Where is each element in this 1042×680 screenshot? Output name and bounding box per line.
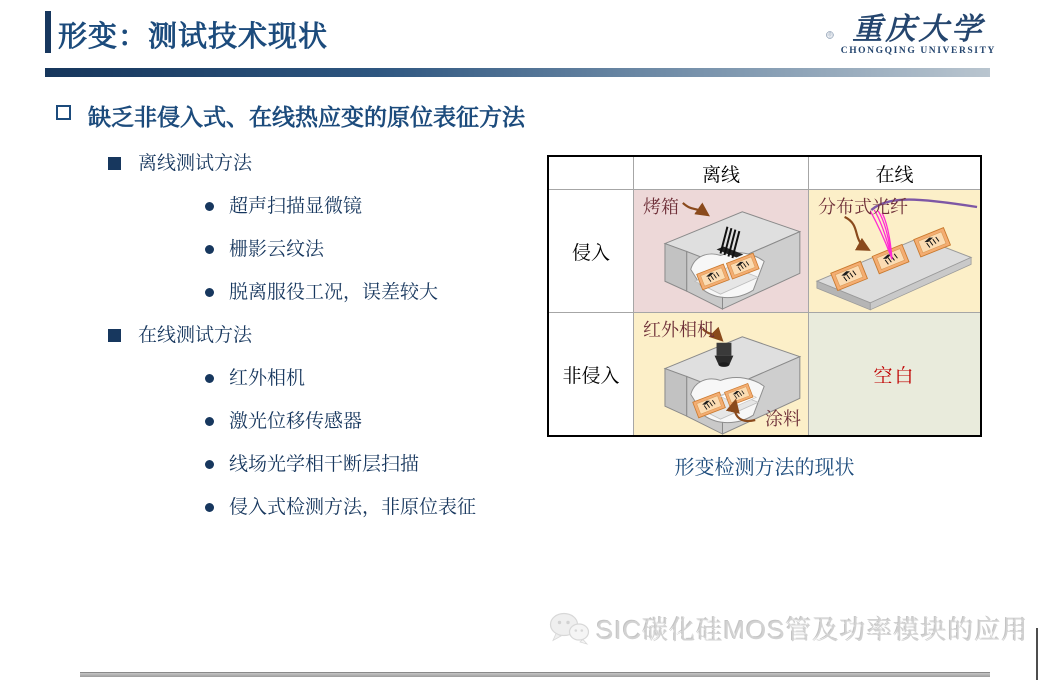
table-caption: 形变检测方法的现状 xyxy=(674,457,855,479)
list-item-label: 离线测试方法 xyxy=(138,153,253,174)
dot-bullet-icon xyxy=(205,503,214,512)
dot-bullet-icon xyxy=(205,202,214,211)
matrix-corner-cell xyxy=(549,157,633,189)
right-edge-mark xyxy=(1036,628,1038,680)
matrix-cell-invasive-online xyxy=(808,189,980,312)
matrix-col-header-offline: 离线 xyxy=(633,157,808,189)
dot-bullet-icon xyxy=(205,460,214,469)
list-item-label: 激光位移传感器 xyxy=(229,411,363,432)
university-name-cn: 重庆大学 xyxy=(852,12,985,47)
matrix-col-header-online: 在线 xyxy=(808,157,980,189)
blank-cell-text: 空白 xyxy=(873,365,916,387)
header-gradient-rule xyxy=(45,68,990,77)
list-item xyxy=(108,451,558,478)
list-item xyxy=(108,150,558,177)
list-item xyxy=(108,494,558,521)
list-item xyxy=(108,365,558,392)
hollow-square-bullet-icon xyxy=(56,105,71,120)
list-item-label: 栅影云纹法 xyxy=(229,239,325,260)
ir-camera-label: 红外相机 xyxy=(643,320,715,340)
list-item xyxy=(108,322,558,349)
fiber-label: 分布式光纤 xyxy=(818,197,908,217)
matrix-cell-noninvasive-offline xyxy=(633,312,808,435)
square-bullet-icon xyxy=(108,329,121,342)
watermark xyxy=(548,610,1029,647)
dot-bullet-icon xyxy=(205,374,214,383)
list-item xyxy=(108,236,558,263)
oven-label: 烤箱 xyxy=(643,197,679,217)
section-heading xyxy=(56,99,525,132)
logo-text xyxy=(841,14,996,56)
list-item xyxy=(108,408,558,435)
matrix-row-header-invasive: 侵入 xyxy=(549,189,633,312)
list-item xyxy=(108,193,558,220)
dot-bullet-icon xyxy=(205,245,214,254)
list-item-label: 线场光学相干断层扫描 xyxy=(229,454,420,475)
title-accent-bar xyxy=(45,11,51,53)
list-item-label: 侵入式检测方法，非原位表征 xyxy=(229,497,477,518)
university-seal-icon xyxy=(826,6,834,64)
university-logo xyxy=(826,6,996,64)
footer-rule xyxy=(80,672,990,677)
list-item-label: 红外相机 xyxy=(229,368,306,389)
dot-bullet-icon xyxy=(205,417,214,426)
coating-label: 涂料 xyxy=(765,409,801,429)
watermark-text: SIC碳化硅MOS管及功率模块的应用 xyxy=(596,615,1029,645)
matrix-cell-invasive-offline xyxy=(633,189,808,312)
list-item-label: 超声扫描显微镜 xyxy=(229,196,363,217)
list-item xyxy=(108,279,558,306)
page-title: 形变：测试技术现状 xyxy=(58,21,329,53)
matrix-row-header-noninvasive: 非侵入 xyxy=(549,312,633,435)
section-heading-text: 缺乏非侵入式、在线热应变的原位表征方法 xyxy=(88,104,525,130)
square-bullet-icon xyxy=(108,157,121,170)
method-matrix-table xyxy=(547,155,982,437)
university-name-en: CHONGQING UNIVERSITY xyxy=(840,46,996,56)
dot-bullet-icon xyxy=(205,288,214,297)
list-item-label: 脱离服役工况，误差较大 xyxy=(229,282,439,303)
bullet-list xyxy=(108,150,558,537)
wechat-icon xyxy=(548,611,590,647)
matrix-cell-noninvasive-online xyxy=(808,312,980,435)
list-item-label: 在线测试方法 xyxy=(138,325,253,346)
